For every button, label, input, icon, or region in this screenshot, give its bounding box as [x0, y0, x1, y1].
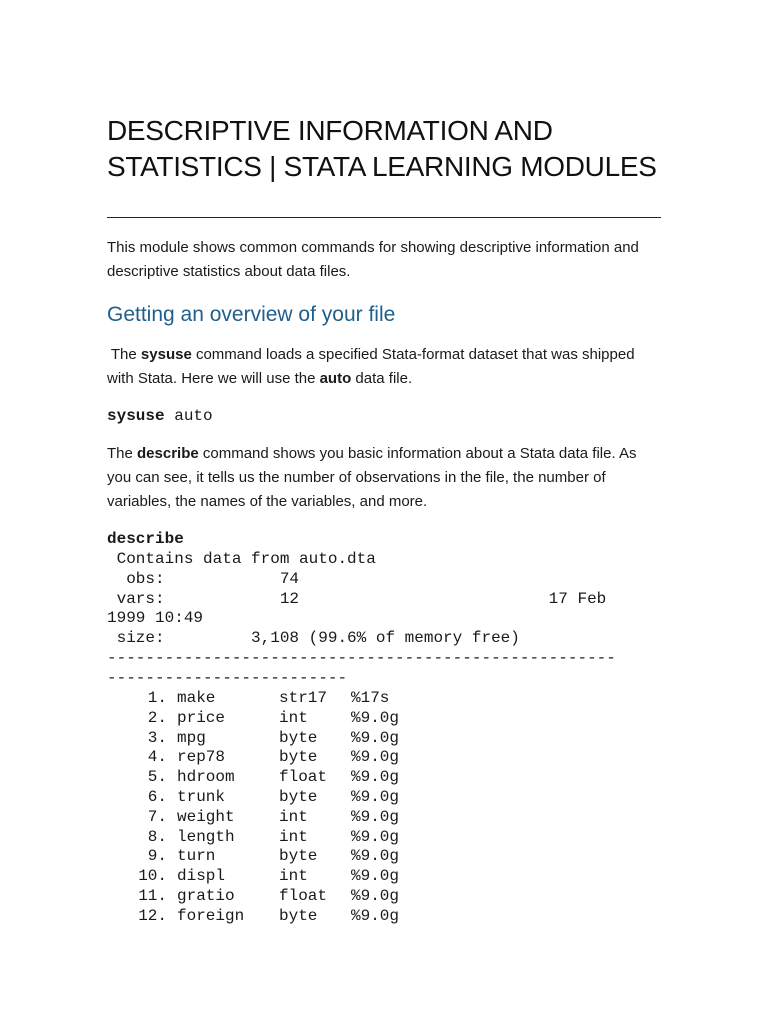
- variable-format: %9.0g: [351, 807, 400, 826]
- variable-name: weight: [177, 807, 235, 826]
- variable-format: %9.0g: [351, 906, 400, 925]
- variable-row: [107, 788, 411, 808]
- output-contains-line: Contains data from auto.dta: [107, 550, 376, 568]
- variable-row: [107, 729, 411, 749]
- variable-type: float: [279, 886, 328, 905]
- output-rule-2: -------------------------: [107, 668, 348, 687]
- variable-number: 5.: [147, 768, 167, 787]
- variable-row: [107, 828, 411, 848]
- variable-row: [107, 867, 411, 887]
- describe-command: [107, 530, 184, 550]
- variable-name: make: [177, 689, 216, 707]
- variable-name: length: [177, 827, 235, 846]
- sysuse-para-middle: command loads a specified Stata-format dataset that was shipped with Stata. Here we will use the: [107, 346, 635, 387]
- sysuse-command: [107, 407, 213, 427]
- output-obs-line: obs: 74: [107, 569, 300, 588]
- describe-keyword: describe: [137, 445, 199, 462]
- describe-para-suffix: command shows you basic information about a Stata data file. As you can see, it tells us the number of observations in the file, the number of variables, the names of the variables, and more.: [107, 445, 637, 510]
- variable-row: [107, 689, 411, 709]
- variable-number: 11.: [138, 886, 167, 905]
- variable-name: displ: [177, 867, 226, 886]
- variable-format: %9.0g: [351, 768, 400, 787]
- variable-format: %17s: [351, 689, 390, 707]
- variable-number: 1.: [147, 689, 167, 707]
- sysuse-command-keyword: sysuse: [107, 407, 165, 425]
- variable-name: mpg: [177, 728, 206, 747]
- variable-number: 6.: [147, 787, 167, 806]
- variable-name: price: [177, 708, 226, 727]
- variable-type: int: [279, 827, 308, 846]
- variable-type: byte: [279, 728, 318, 747]
- sysuse-keyword: sysuse: [140, 346, 192, 363]
- variable-number: 12.: [138, 906, 167, 925]
- variable-type: byte: [279, 847, 318, 866]
- variable-number: 2.: [147, 708, 167, 727]
- output-vars-line: vars: 12 17 Feb: [107, 589, 607, 608]
- variable-name: hdroom: [177, 768, 235, 787]
- variable-type: byte: [279, 748, 318, 767]
- variable-row: [107, 887, 411, 907]
- sysuse-command-arg: auto: [164, 407, 213, 425]
- output-date-line: 1999 10:49: [107, 609, 204, 628]
- variable-type: byte: [279, 906, 318, 925]
- variable-format: %9.0g: [351, 847, 400, 866]
- variable-name: foreign: [177, 906, 245, 925]
- describe-output: [107, 550, 616, 689]
- page-title: DESCRIPTIVE INFORMATION AND STATISTICS | STATA LEARNING MODULES: [107, 115, 657, 182]
- variable-row: [107, 709, 411, 729]
- variable-row: [107, 768, 411, 788]
- variable-type: int: [279, 867, 308, 886]
- output-rule-1: -----------------------------------------------------: [107, 648, 616, 667]
- variable-number: 3.: [147, 728, 167, 747]
- variable-number: 8.: [147, 827, 167, 846]
- variable-row: [107, 808, 411, 828]
- variable-format: %9.0g: [351, 787, 400, 806]
- variable-type: float: [279, 768, 328, 787]
- section-heading: Getting an overview of your file: [107, 303, 396, 326]
- variable-name: rep78: [177, 748, 226, 767]
- variable-type: int: [279, 708, 308, 727]
- variable-row: [107, 907, 411, 927]
- describe-paragraph: [107, 442, 663, 514]
- intro-paragraph: This module shows common commands for showing descriptive information and descriptive statistics about data files.: [107, 239, 639, 280]
- variable-row: [107, 847, 411, 867]
- variable-number: 4.: [147, 748, 167, 767]
- sysuse-paragraph: [107, 343, 663, 391]
- auto-dataset-name: auto: [319, 370, 352, 387]
- variable-number: 10.: [138, 867, 167, 886]
- variable-name: turn: [177, 847, 216, 866]
- variable-format: %9.0g: [351, 748, 400, 767]
- variable-name: gratio: [177, 886, 235, 905]
- describe-para-prefix: The: [107, 445, 138, 462]
- variable-table: [107, 689, 411, 927]
- title-underline: [107, 217, 661, 218]
- sysuse-para-prefix: The: [107, 346, 141, 363]
- variable-number: 9.: [147, 847, 167, 866]
- variable-type: int: [279, 807, 308, 826]
- variable-format: %9.0g: [351, 867, 400, 886]
- sysuse-para-suffix: data file.: [351, 370, 413, 387]
- variable-type: str17: [279, 689, 328, 707]
- variable-number: 7.: [147, 807, 167, 826]
- variable-row: [107, 748, 411, 768]
- variable-type: byte: [279, 787, 318, 806]
- output-size-line: size: 3,108 (99.6% of memory free): [107, 629, 520, 648]
- variable-name: trunk: [177, 787, 226, 806]
- variable-format: %9.0g: [351, 728, 400, 747]
- describe-command-keyword: describe: [107, 530, 184, 548]
- variable-format: %9.0g: [351, 708, 400, 727]
- variable-format: %9.0g: [351, 886, 400, 905]
- variable-format: %9.0g: [351, 827, 400, 846]
